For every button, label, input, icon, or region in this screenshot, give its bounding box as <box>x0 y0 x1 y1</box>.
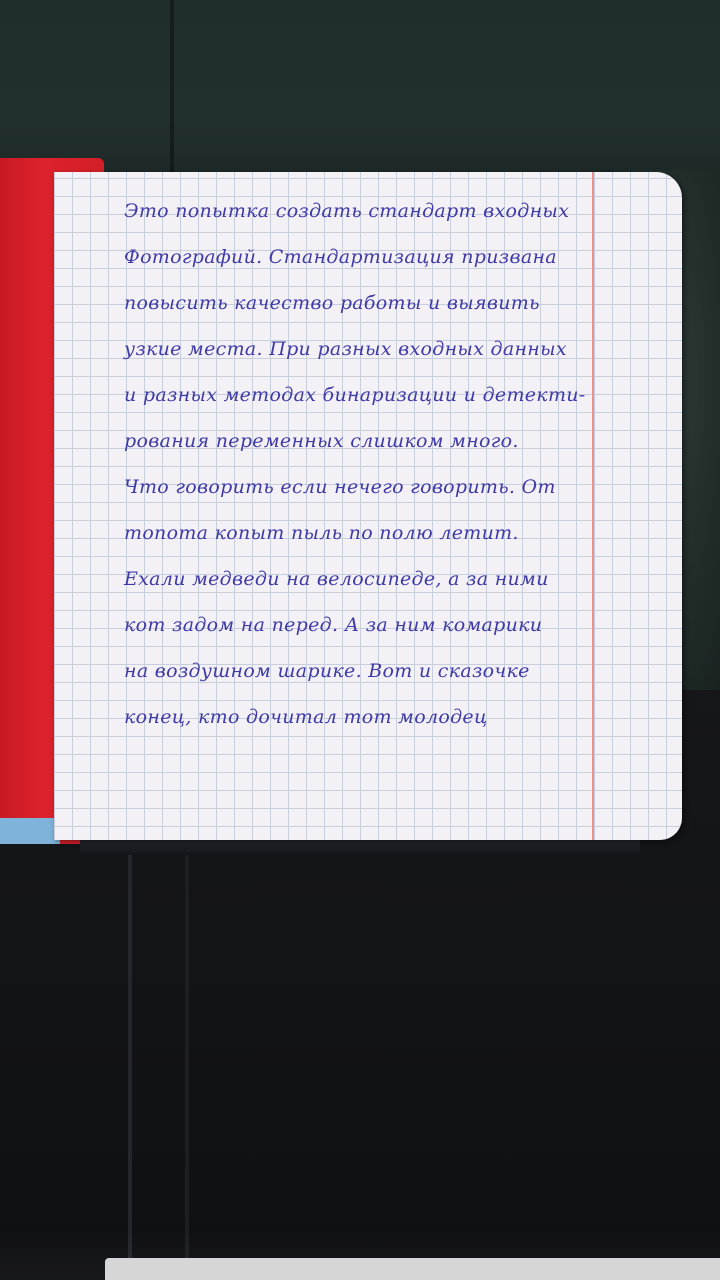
handwritten-text <box>124 188 644 740</box>
text-line: кот задом на перед. А за ним комарики <box>124 614 543 636</box>
text-line: на воздушном шарике. Вот и сказочке <box>124 660 530 682</box>
text-line: и разных методах бинаризации и детекти- <box>124 384 586 406</box>
desk-seam <box>128 840 132 1280</box>
text-line: топота копыт пыль по полю летит. <box>124 522 519 544</box>
notebook-page <box>54 172 682 840</box>
text-line: рования переменных слишком много. <box>124 430 519 452</box>
text-line: Это попытка создать стандарт входных <box>124 200 570 222</box>
text-line: повысить качество работы и выявить <box>124 292 540 314</box>
text-line: конец, кто дочитал тот молодец <box>124 706 488 728</box>
paper-sheet-edge <box>105 1258 720 1280</box>
text-line: Ехали медведи на велосипеде, а за ними <box>124 568 549 590</box>
text-line: Что говорить если нечего говорить. От <box>124 476 556 498</box>
text-line: узкие места. При разных входных данных <box>124 338 567 360</box>
text-line: Фотографий. Стандартизация призвана <box>124 246 557 268</box>
desk-seam-2 <box>185 840 189 1280</box>
